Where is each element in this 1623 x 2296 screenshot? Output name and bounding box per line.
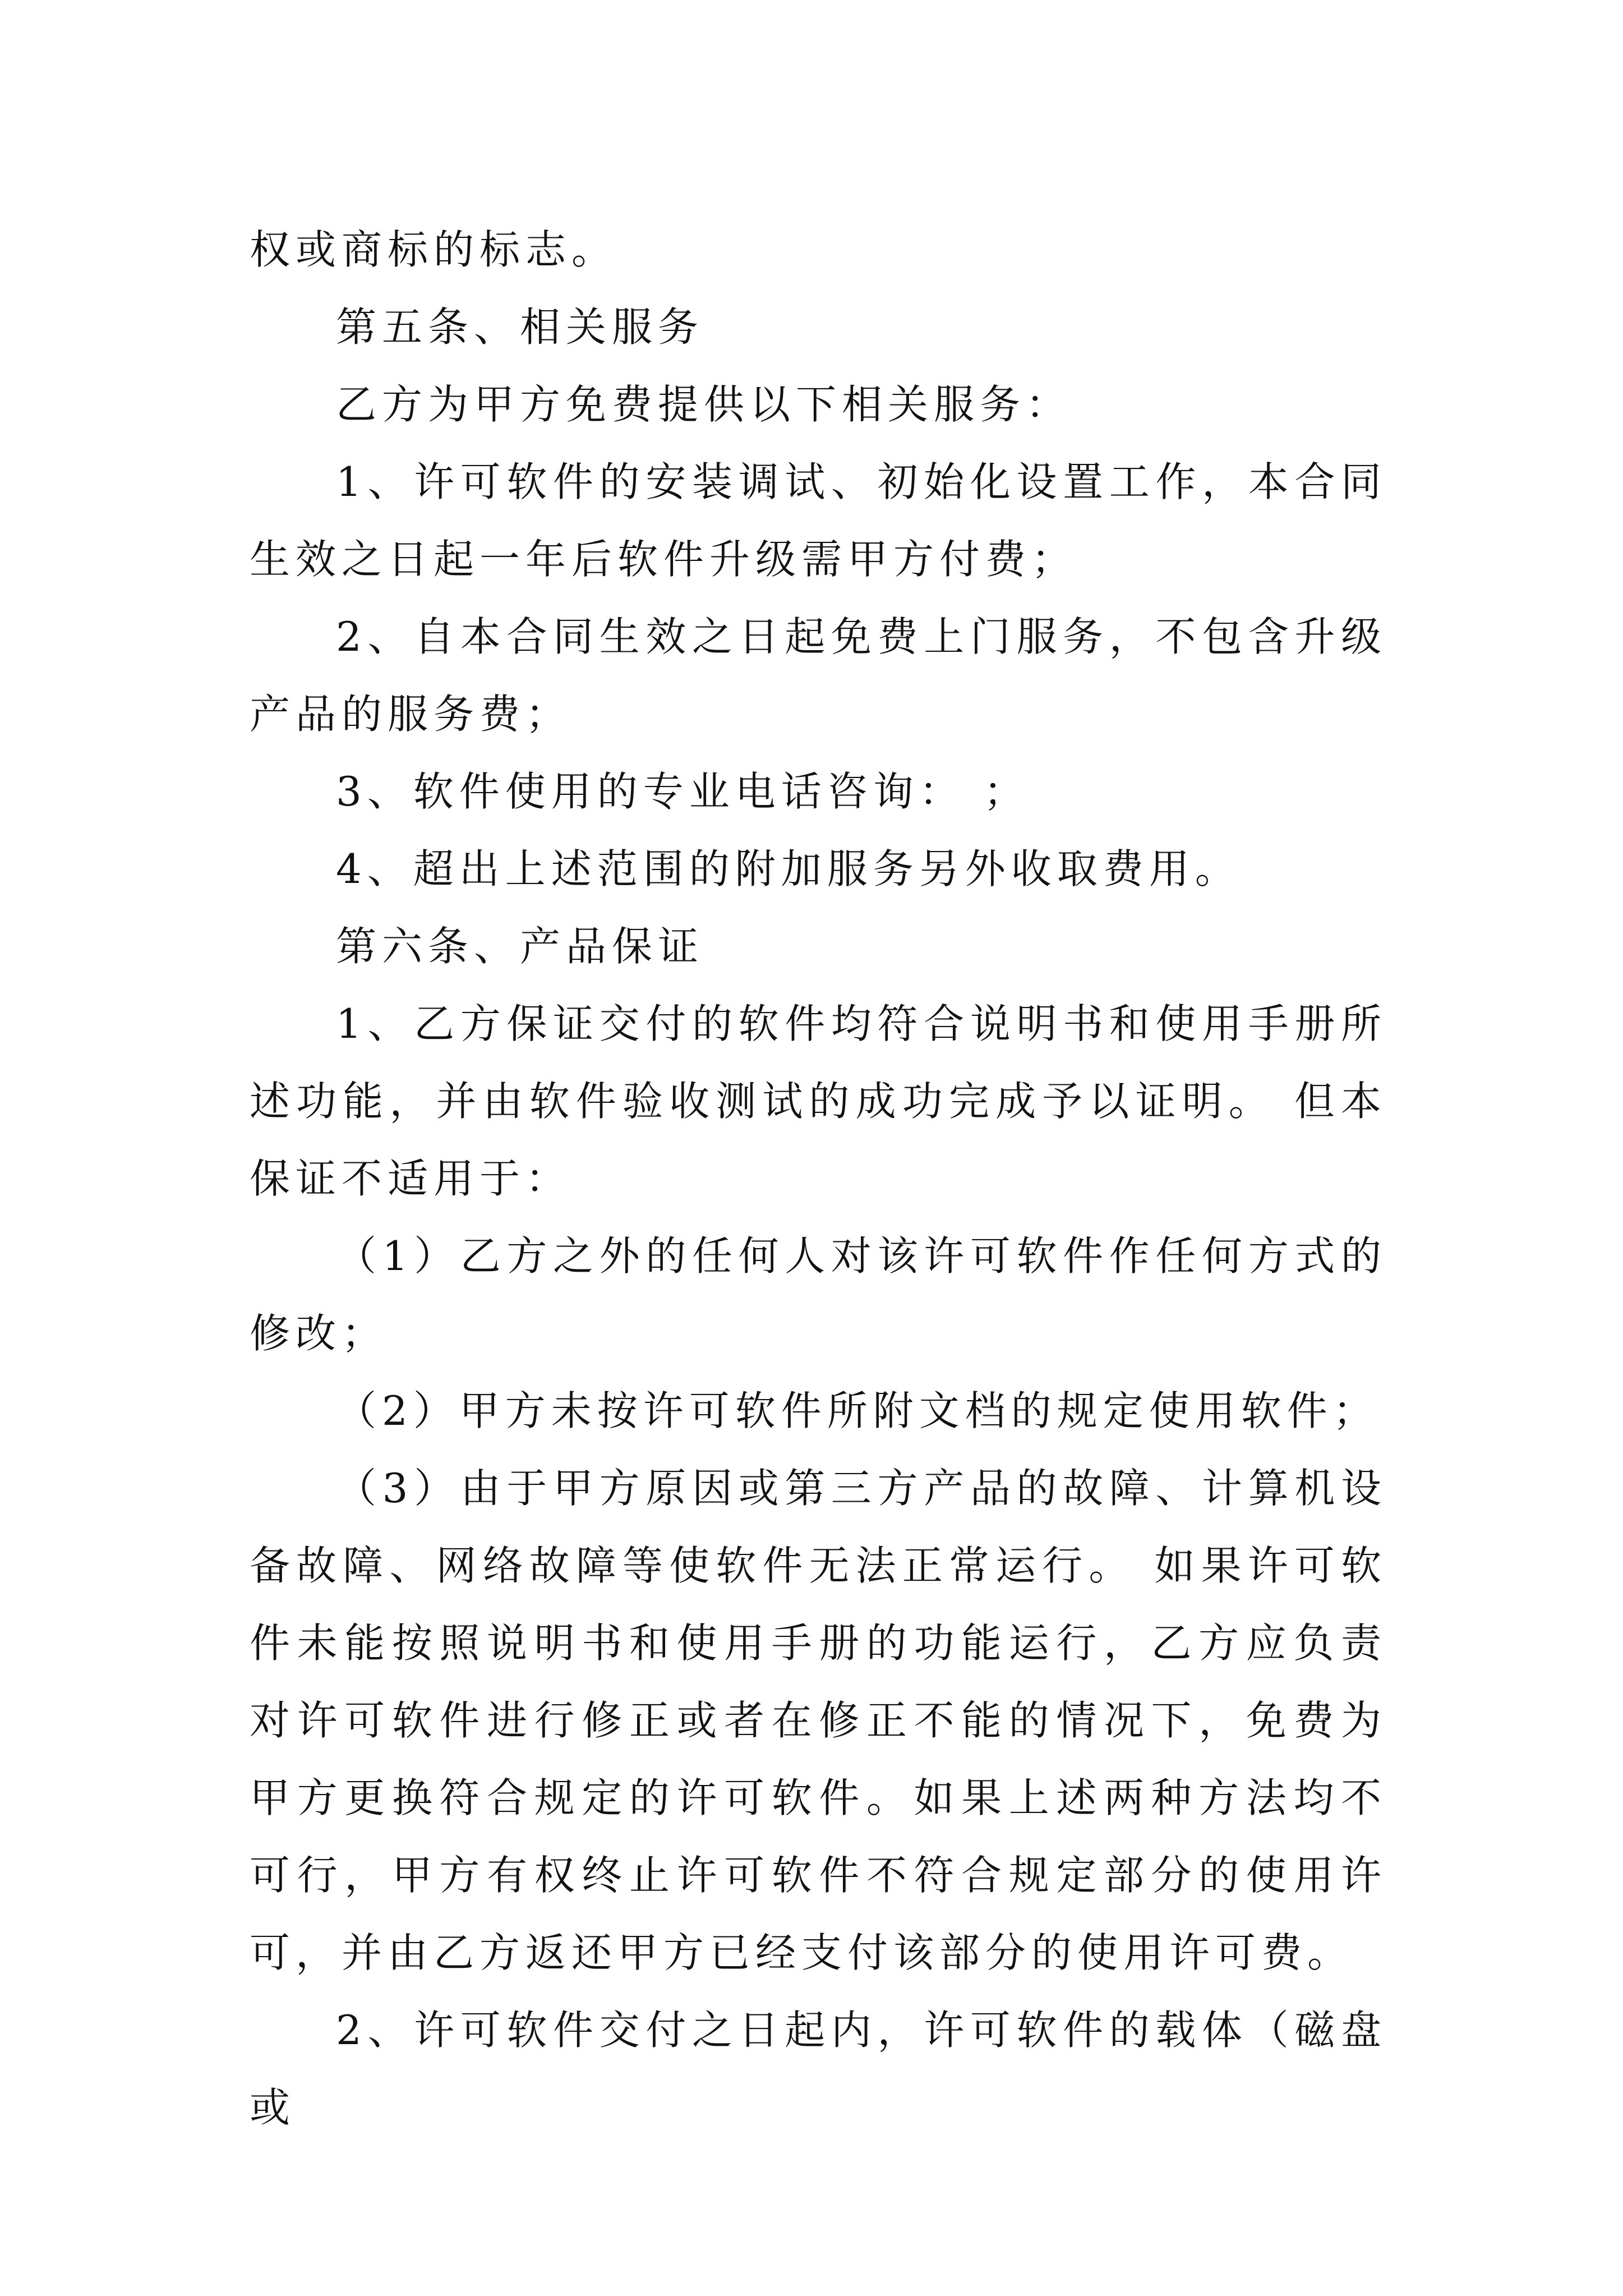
sub-item-exclusion-2: （2）甲方未按许可软件所附文档的规定使用软件； [336, 1387, 1379, 1434]
list-item-warranty-1: 1、乙方保证交付的软件均符合说明书和使用手册所述功能，并由软件验收测试的成功完成予以证明。 但本保证不适用于： [250, 1000, 1387, 1202]
section-heading-article-5: 第五条、相关服务 [336, 303, 704, 351]
paragraph-continuation: 权或商标的标志。 [250, 226, 618, 273]
list-item-service-4: 4、超出上述范围的附加服务另外收取费用。 [336, 845, 1241, 892]
list-item-service-3: 3、软件使用的专业电话咨询： ； [336, 768, 1030, 815]
sub-item-exclusion-1: （1）乙方之外的任何人对该许可软件作任何方式的修改； [250, 1232, 1387, 1357]
sub-item-exclusion-3: （3）由于甲方原因或第三方产品的故障、计算机设备故障、网络故障等使软件无法正常运行。 如果许可软件未能按照说明书和使用手册的功能运行，乙方应负责对许可软件进行修正或者在修正不能的情况下，免费为甲方更换符合规定的许可软件。如果上述两种方法均不可行，甲方有权终止许可软件不符合规定部分的使用许可，并由乙方返还甲方已经支付该部分的使用许可费。 [250, 1465, 1387, 1976]
section-heading-article-6: 第六条、产品保证 [336, 923, 704, 970]
contract-text [250, 211, 1387, 2146]
list-item-service-1: 1、许可软件的安装调试、初始化设置工作，本合同生效之日起一年后软件升级需甲方付费； [250, 458, 1387, 583]
list-item-warranty-2: 2、许可软件交付之日起内，许可软件的载体（磁盘或 [250, 2007, 1387, 2131]
list-item-service-2: 2、自本合同生效之日起免费上门服务，不包含升级产品的服务费； [250, 613, 1387, 738]
paragraph-services-intro: 乙方为甲方免费提供以下相关服务： [336, 381, 1072, 428]
